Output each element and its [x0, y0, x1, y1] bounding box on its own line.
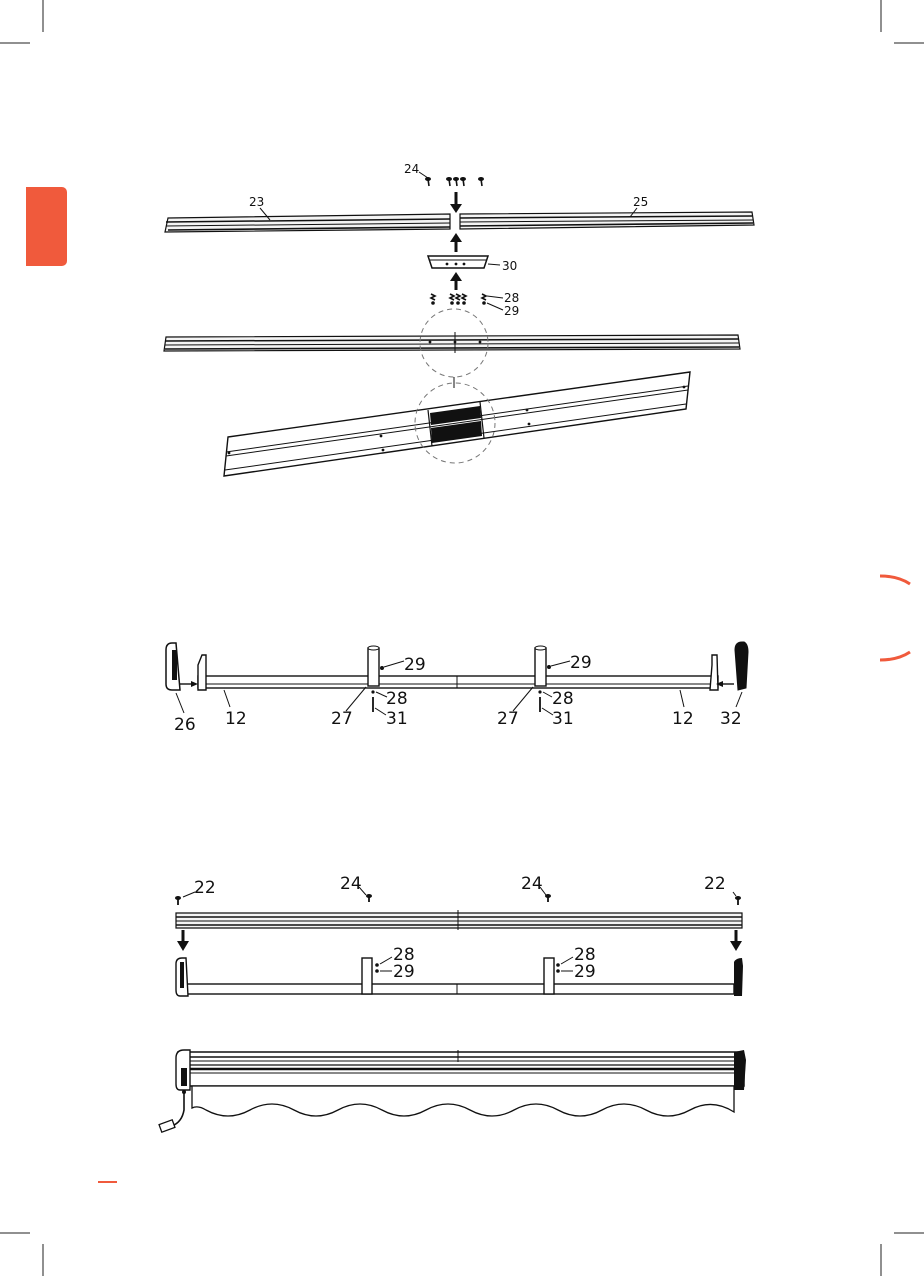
label-27-right: 27	[497, 709, 519, 729]
label-12-right: 12	[672, 709, 694, 729]
label-29-step3-right: 29	[574, 962, 596, 982]
step1-rail-split	[165, 212, 754, 232]
label-31-right: 31	[552, 709, 574, 729]
label-29-right: 29	[570, 653, 592, 673]
label-23: 23	[249, 195, 265, 209]
label-32: 32	[720, 709, 742, 729]
label-29-step3-left: 29	[393, 962, 415, 982]
label-26: 26	[174, 715, 196, 735]
edge-mark-top	[880, 576, 910, 584]
label-22-left: 22	[194, 878, 216, 898]
label-22-right: 22	[704, 874, 726, 894]
label-24: 24	[404, 162, 420, 176]
label-24-right: 24	[521, 874, 543, 894]
arrow-up-icon-2	[450, 272, 462, 290]
step3-frame	[176, 957, 743, 996]
step2-frame	[166, 642, 748, 715]
connector-plate	[428, 256, 500, 268]
edge-mark-bottom	[880, 652, 910, 660]
final-assembly	[159, 1050, 746, 1132]
arrow-down-icon-right	[730, 930, 742, 951]
step3-top-rail	[175, 887, 742, 930]
rail-detail-view	[224, 372, 690, 476]
label-28-step3-right: 28	[574, 945, 596, 965]
assembled-rail	[164, 332, 740, 353]
label-28-left: 28	[386, 689, 408, 709]
label-28: 28	[504, 291, 520, 305]
screws-28-29	[431, 294, 503, 310]
label-29: 29	[504, 304, 520, 318]
arrow-down-icon-left	[177, 930, 189, 951]
label-28-step3-left: 28	[393, 945, 415, 965]
arrow-up-icon	[450, 233, 462, 252]
label-25: 25	[633, 195, 649, 209]
label-28-right: 28	[552, 689, 574, 709]
label-31-left: 31	[386, 709, 408, 729]
arrow-down-icon	[450, 192, 462, 213]
label-27-left: 27	[331, 709, 353, 729]
label-30: 30	[502, 259, 518, 273]
screws-24	[419, 172, 484, 186]
label-29-left: 29	[404, 655, 426, 675]
label-24-left: 24	[340, 874, 362, 894]
label-12-left: 12	[225, 709, 247, 729]
